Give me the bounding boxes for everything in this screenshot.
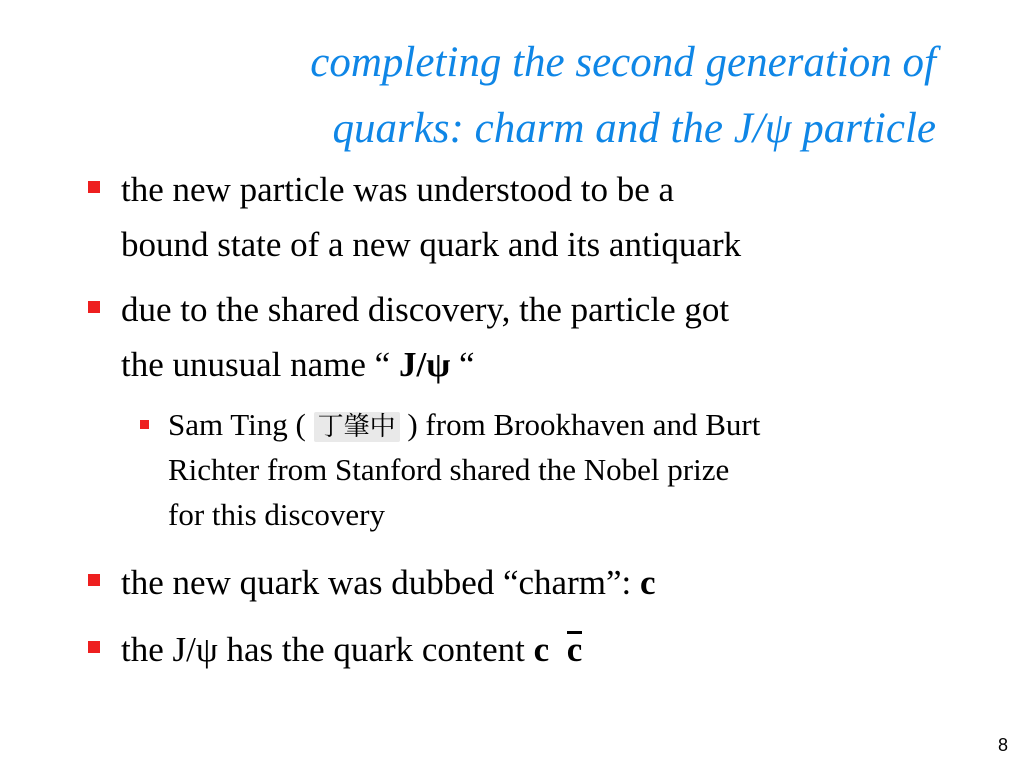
title-line-1: completing the second generation of [310,39,936,86]
sub-line-1-suffix: ) from Brookhaven and Burt [399,407,761,442]
bullet-1-line-2: bound state of a new quark and its antiquark [121,225,742,264]
sub-bullet-marker [140,420,149,429]
charm-quark-symbol: c [533,630,550,669]
page-number: 8 [997,735,1008,755]
bullet-1-line-1: the new particle was understood to be a [121,170,675,209]
title-line-2: quarks: charm and the J/ψ particle [332,105,936,152]
bullet-2-line-1: due to the shared discovery, the particle got [121,290,730,329]
sub-bullet-line-2: Richter from Stanford shared the Nobel prize [168,452,730,487]
bullet-4-line [121,622,582,677]
charm-quark-symbol: c [639,563,656,602]
bullet-marker [88,641,100,653]
sub-bullet-line-1 [168,402,760,447]
bullet-3-line [121,555,656,610]
bullet-4-prefix: the J/ψ has the quark content [121,630,534,669]
bullet-2-line-2-prefix: the unusual name “ [121,345,399,384]
anticharm-quark-symbol: c [566,630,583,669]
bullet-marker [88,181,100,193]
sub-bullet-line-3: for this discovery [168,497,385,532]
jpsi-name: J/ψ [398,345,451,384]
sub-line-1-prefix: Sam Ting ( [168,407,314,442]
chinese-name-image: 丁肇中 [314,412,400,442]
bullet-2-line-2 [121,337,729,392]
bullet-marker [88,301,100,313]
bullet-2-line-2-suffix: “ [450,345,475,384]
bullet-marker [88,574,100,586]
bullet-3-prefix: the new quark was dubbed “charm”: [121,563,640,602]
